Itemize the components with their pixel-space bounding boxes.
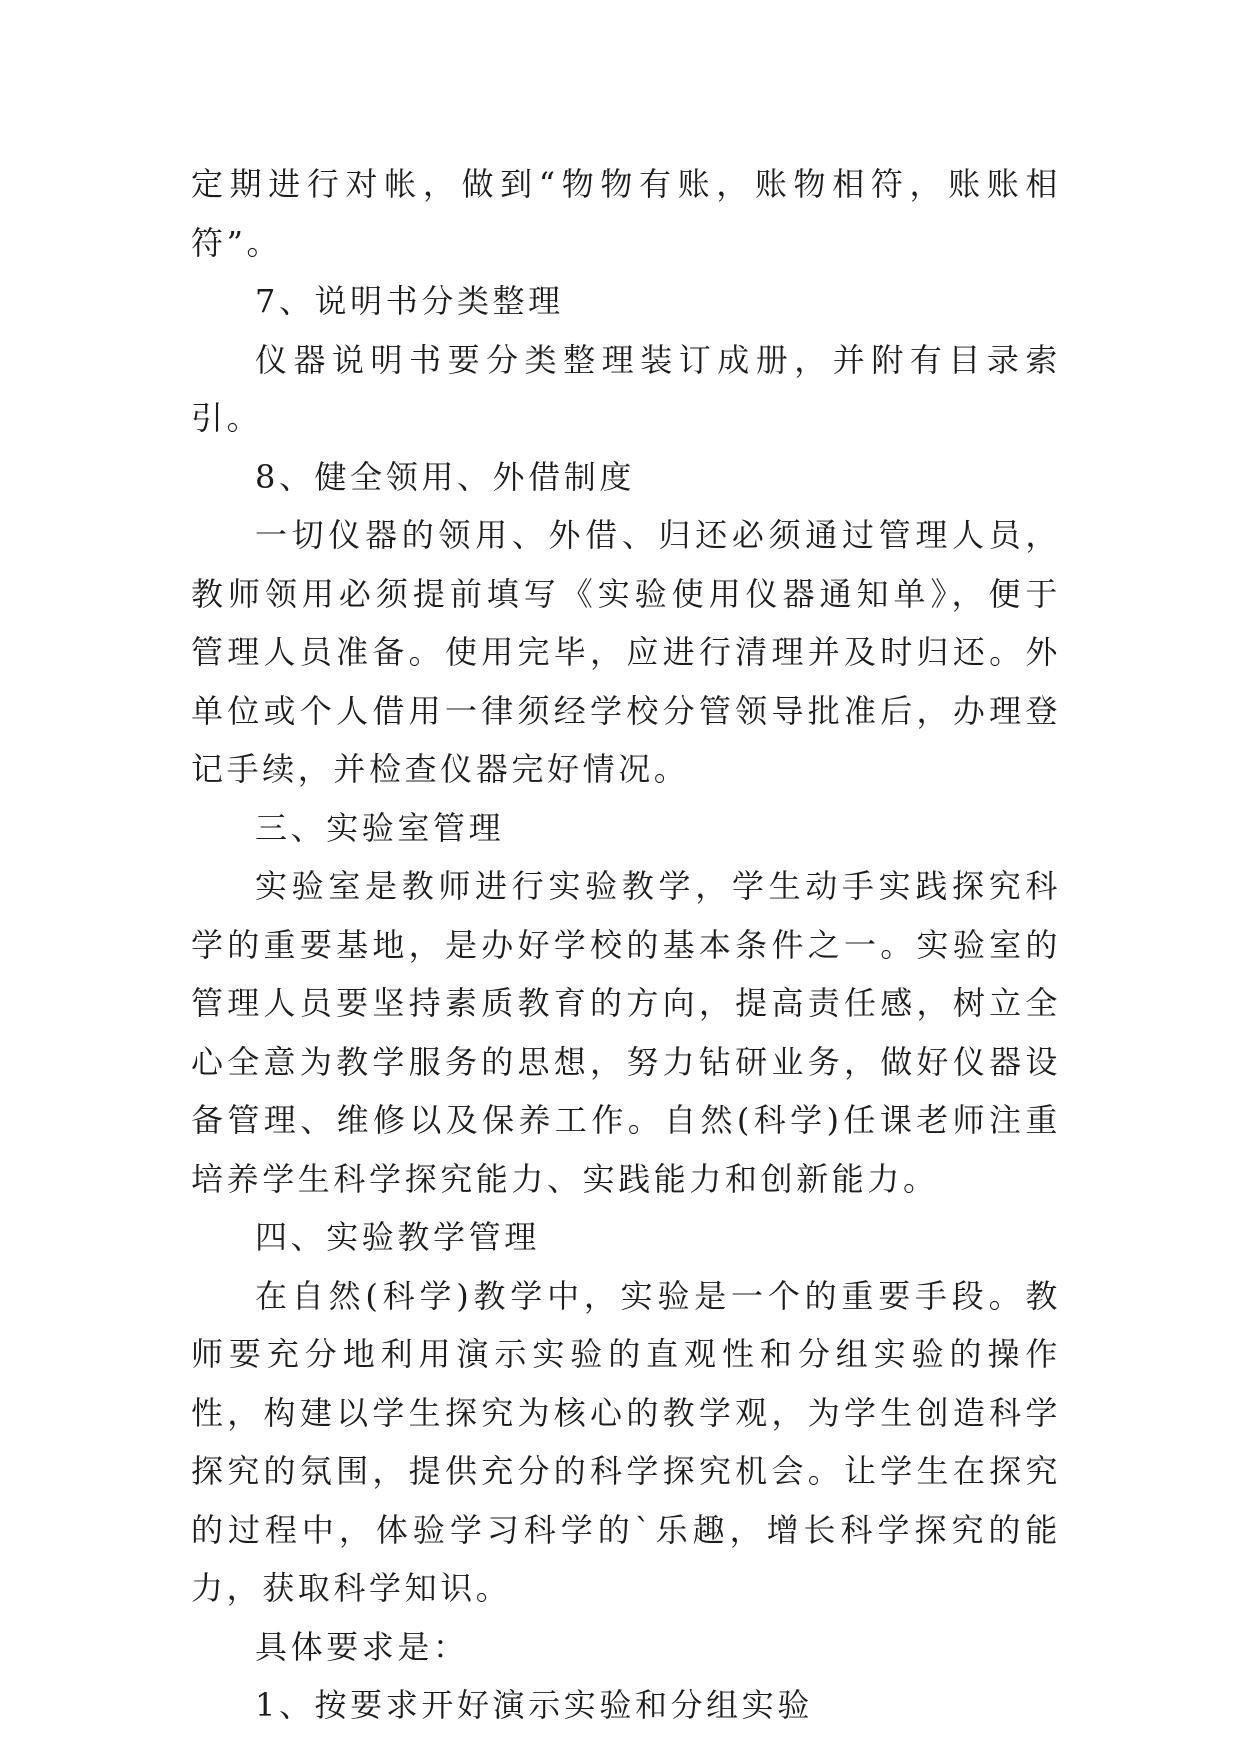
list-item-demo-and-group-experiments: 1、按要求开好演示实验和分组实验 [255, 1686, 813, 1724]
paragraph-ledger-reconciliation: 定期进行对帐，做到“物物有账，账物相符，账账相符”。 [191, 165, 1061, 262]
paragraph-experiment-teaching: 在自然(科学)教学中，实验是一个的重要手段。教师要充分地利用演示实验的直观性和分组实验的操作性，构建以学生探究为核心的教学观，为学生创造科学探究的氛围，提供充分的科学探究机会。让学生在探究的过程中，体验学习科学的`乐趣，增长科学探究的能力，获取科学知识。 [191, 1276, 1061, 1607]
section-heading-experiment-teaching: 四、实验教学管理 [255, 1218, 540, 1256]
heading-lending-system: 8、健全领用、外借制度 [255, 457, 635, 496]
paragraph-lab-management: 实验室是教师进行实验教学，学生动手实践探究科学的重要基地，是办好学校的基本条件之一。实验室的管理人员要坚持素质教育的方向，提高责任感，树立全心全意为教学服务的思想，努力钻研业务，做好仪器设备管理、维修以及保养工作。自然(科学)任课老师注重培养学生科学探究能力、实践能力和创新能力。 [191, 867, 1061, 1198]
paragraph-lending-rules: 一切仪器的领用、外借、归还必须通过管理人员，教师领用必须提前填写《实验使用仪器通知单》，便于管理人员准备。使用完毕，应进行清理并及时归还。外单位或个人借用一律须经学校分管领导批准后，办理登记手续，并检查仪器完好情况。 [191, 516, 1061, 788]
heading-manual-sorting: 7、说明书分类整理 [255, 282, 564, 320]
paragraph-specific-requirements: 具体要求是： [255, 1627, 469, 1666]
section-heading-lab-management: 三、实验室管理 [255, 808, 505, 847]
document-body [191, 155, 1061, 1735]
paragraph-manual-binding: 仪器说明书要分类整理装订成册，并附有目录索引。 [191, 340, 1061, 437]
